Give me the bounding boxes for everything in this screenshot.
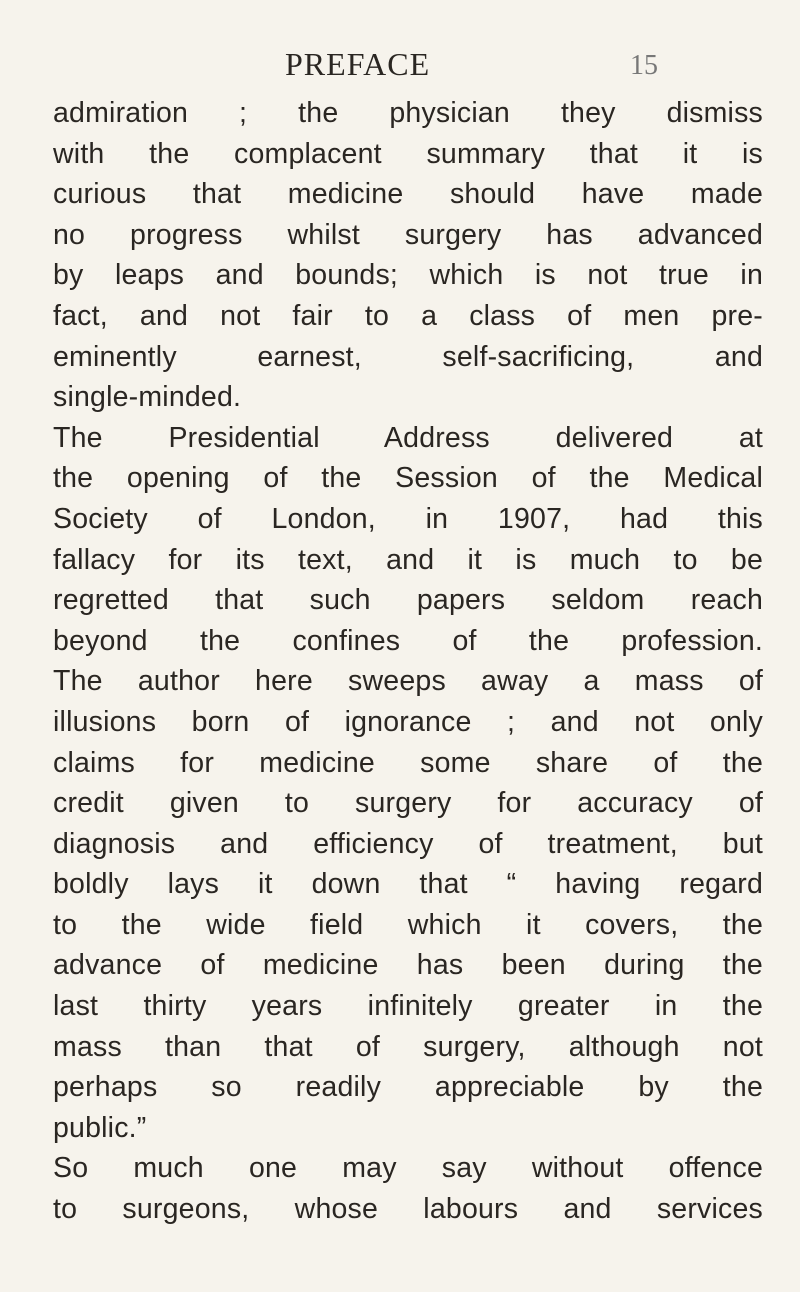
text-line: mass than that of surgery, although not (53, 1030, 763, 1063)
text-line: fallacy for its text, and it is much to be (53, 543, 763, 576)
text-line: claims for medicine some share of the (53, 746, 763, 779)
text-line: So much one may say without offence (53, 1152, 763, 1185)
text-line: Society of London, in 1907, had this (53, 502, 763, 535)
text-line: with the complacent summary that it is (53, 137, 763, 170)
text-line: curious that medicine should have made (53, 178, 763, 211)
text-line: public.” (53, 1111, 147, 1144)
text-line: admiration ; the physician they dismiss (53, 97, 763, 129)
text-line: beyond the confines of the profession. (53, 624, 763, 657)
text-line: The author here sweeps away a mass of (53, 665, 763, 698)
text-line: diagnosis and efficiency of treatment, but (53, 827, 763, 860)
text-line: illusions born of ignorance ; and not only (53, 705, 763, 738)
running-title: PREFACE (285, 46, 431, 82)
body-text (53, 93, 763, 1230)
text-line: advance of medicine has been during the (53, 949, 763, 982)
page-number: 15 (630, 50, 658, 81)
text-line: the opening of the Session of the Medical (53, 462, 763, 495)
text-line: fact, and not fair to a class of men pre- (53, 299, 763, 332)
text-line: perhaps so readily appreciable by the (53, 1071, 763, 1104)
text-line: regretted that such papers seldom reach (53, 584, 763, 617)
text-line: to surgeons, whose labours and services (53, 1193, 763, 1226)
text-line: credit given to surgery for accuracy of (53, 787, 763, 820)
text-line: last thirty years infinitely greater in the (53, 990, 763, 1023)
text-line: The Presidential Address delivered at (53, 421, 763, 454)
text-line: eminently earnest, self-sacrificing, and (53, 340, 763, 373)
running-head (0, 42, 800, 92)
text-line: no progress whilst surgery has advanced (53, 218, 763, 251)
text-line: by leaps and bounds; which is not true in (53, 259, 763, 292)
text-line: to the wide field which it covers, the (53, 908, 763, 941)
text-line: boldly lays it down that “ having regard (53, 868, 763, 901)
text-line: single-minded. (53, 381, 242, 414)
